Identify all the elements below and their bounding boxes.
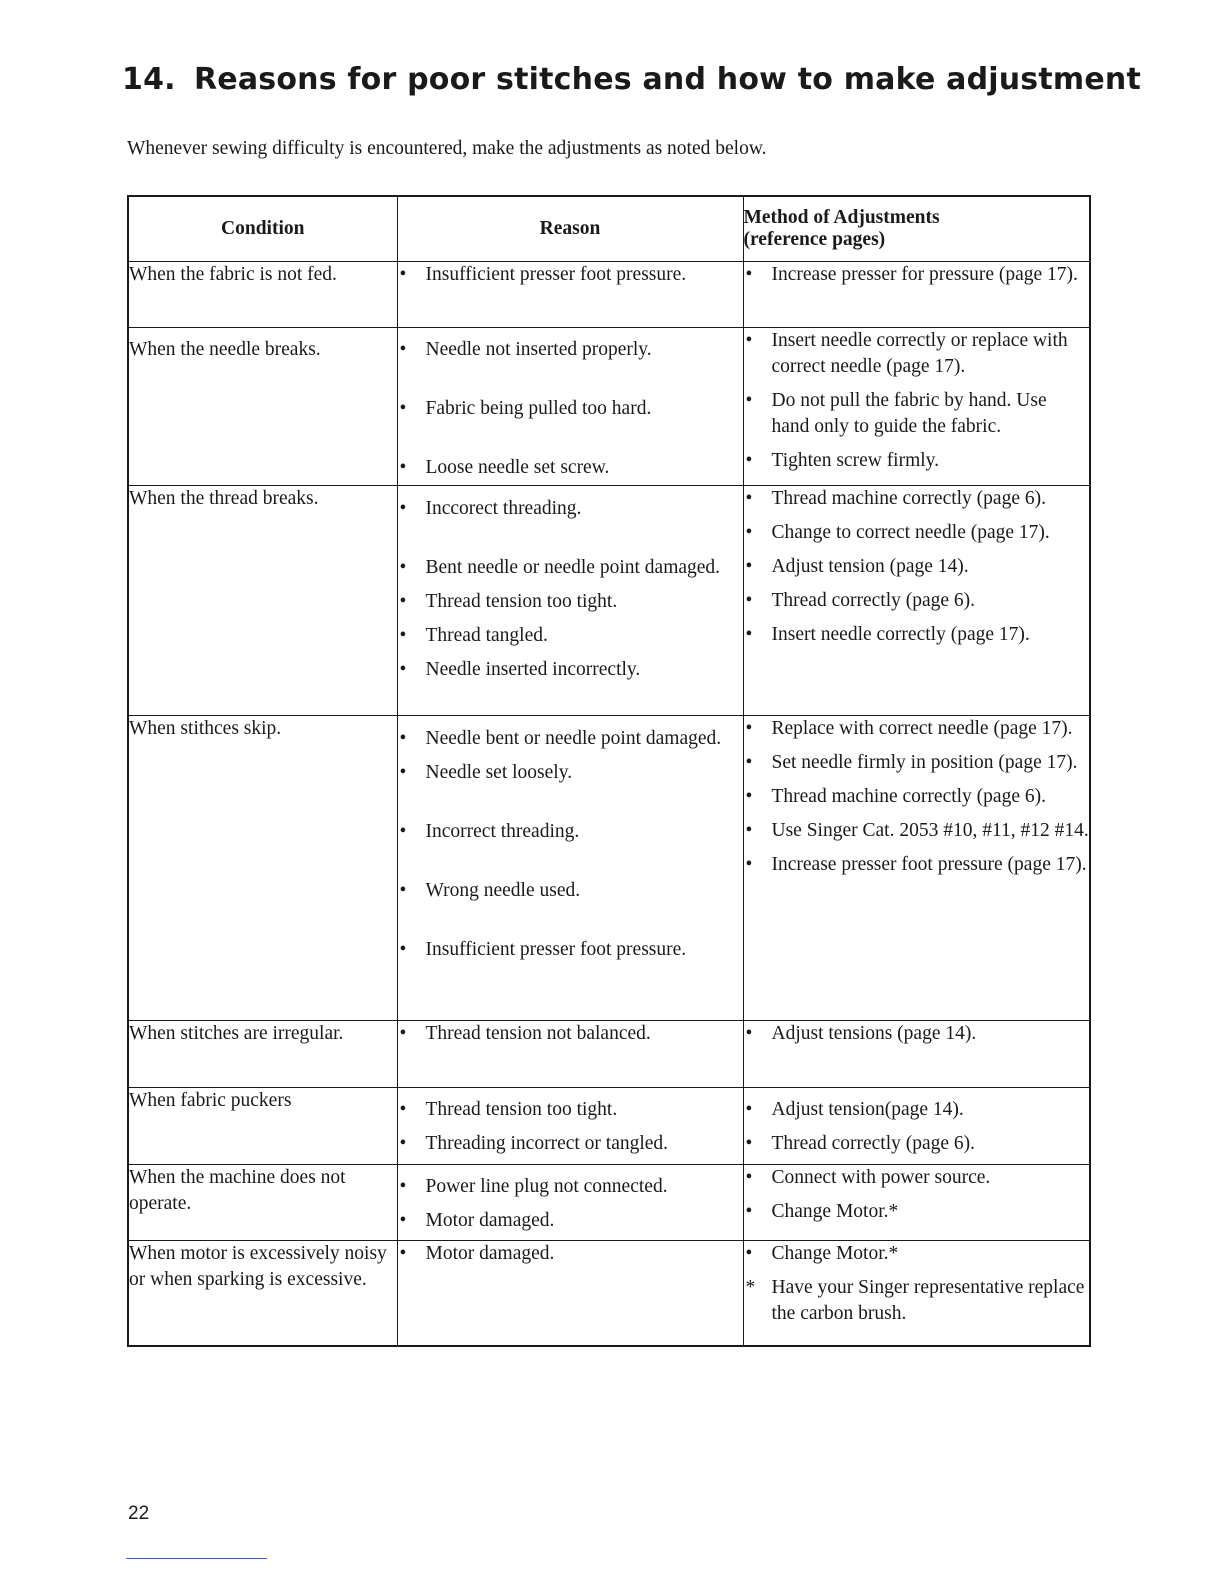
- reason-item: • Insufficient presser foot pressure.: [398, 937, 743, 963]
- method-item: • Change to correct needle (page 17).: [744, 520, 1090, 546]
- method-item: • Increase presser for pressure (page 17).: [744, 262, 1090, 288]
- method-item: • Adjust tension(page 14).: [744, 1097, 1090, 1123]
- method-cell: [743, 328, 1090, 486]
- bullet-icon: •: [745, 786, 753, 807]
- bullet-icon: •: [399, 728, 407, 749]
- method-item: • Insert needle correctly (page 17).: [744, 622, 1090, 648]
- table-row: [128, 1088, 1090, 1165]
- bullet-icon: •: [745, 556, 753, 577]
- bullet-icon: •: [745, 390, 753, 411]
- bullet-icon: •: [745, 820, 753, 841]
- intro-text: Whenever sewing difficulty is encountered, make the adjustments as noted below.: [127, 138, 767, 159]
- reason-item: • Needle not inserted properly.: [398, 337, 743, 363]
- reason-item: • Threading incorrect or tangled.: [398, 1131, 743, 1157]
- method-cell: [743, 1241, 1090, 1346]
- condition-cell: When the thread breaks.: [128, 486, 397, 716]
- bullet-icon: •: [745, 1167, 753, 1188]
- method-cell: [743, 1021, 1090, 1088]
- bullet-icon: •: [399, 762, 407, 783]
- table-row: [128, 1021, 1090, 1088]
- reason-cell: [397, 328, 743, 486]
- bullet-icon: •: [399, 625, 407, 646]
- table-row: [128, 486, 1090, 716]
- header-method-line2: (reference pages): [743, 229, 886, 250]
- reason-cell: [397, 1165, 743, 1241]
- reason-item: • Thread tension too tight.: [398, 1097, 743, 1123]
- bullet-icon: •: [399, 591, 407, 612]
- table-row: [128, 328, 1090, 486]
- condition-cell: When the machine does not operate.: [128, 1165, 397, 1241]
- reason-item: • Wrong needle used.: [398, 878, 743, 904]
- bullet-icon: •: [745, 718, 753, 739]
- bullet-icon: •: [399, 1176, 407, 1197]
- bullet-icon: •: [399, 398, 407, 419]
- bullet-icon: •: [745, 1243, 753, 1264]
- method-item: * Have your Singer representative replace the carbon brush.: [745, 1277, 1085, 1324]
- method-item: • Adjust tensions (page 14).: [744, 1021, 1090, 1047]
- bullet-icon: •: [745, 1133, 753, 1154]
- reason-item: • Insufficient presser foot pressure.: [398, 262, 743, 288]
- header-reason: Reason: [397, 196, 743, 262]
- method-item: • Insert needle correctly or replace with correct needle (page 17).: [745, 330, 1068, 377]
- method-item: • Connect with power source.: [744, 1165, 1090, 1191]
- reason-item: • Incorrect threading.: [398, 819, 743, 845]
- table-header-row: [128, 196, 1090, 262]
- reason-cell: [397, 1241, 743, 1346]
- bullet-icon: •: [399, 1133, 407, 1154]
- bullet-icon: •: [399, 1210, 407, 1231]
- method-item: • Thread correctly (page 6).: [744, 588, 1090, 614]
- method-cell: [743, 262, 1090, 328]
- bullet-icon: •: [399, 1243, 407, 1264]
- header-method-line1: Method of Adjustments: [743, 207, 940, 228]
- bullet-icon: •: [745, 1023, 753, 1044]
- method-item: • Thread correctly (page 6).: [744, 1131, 1090, 1157]
- bullet-icon: •: [745, 330, 753, 351]
- reason-item: • Needle set loosely.: [398, 760, 743, 786]
- method-cell: [743, 716, 1090, 1021]
- bullet-icon: •: [399, 557, 407, 578]
- bullet-icon: •: [399, 264, 407, 285]
- reason-item: • Motor damaged.: [398, 1208, 743, 1234]
- section-heading: [122, 62, 1142, 97]
- bullet-icon: •: [399, 821, 407, 842]
- method-item: • Replace with correct needle (page 17).: [744, 716, 1090, 742]
- page-number: 22: [128, 1503, 150, 1524]
- method-cell: [743, 1165, 1090, 1241]
- reason-item: • Needle bent or needle point damaged.: [398, 726, 743, 752]
- method-item: • Thread machine correctly (page 6).: [744, 784, 1090, 810]
- reason-cell: [397, 262, 743, 328]
- header-condition: Condition: [128, 196, 397, 262]
- bullet-icon: •: [745, 854, 753, 875]
- header-method: [743, 196, 1090, 262]
- method-cell: [743, 1088, 1090, 1165]
- method-cell: [743, 486, 1090, 716]
- condition-cell: When the fabric is not fed.: [128, 262, 397, 328]
- reason-cell: [397, 1088, 743, 1165]
- condition-cell: When fabric puckers: [128, 1088, 397, 1165]
- section-number: 14.: [122, 62, 176, 97]
- table-row: [128, 1241, 1090, 1346]
- table-row: [128, 262, 1090, 328]
- method-item: • Do not pull the fabric by hand. Use hand only to guide the fabric.: [745, 390, 1047, 437]
- method-item: • Change Motor.*: [744, 1241, 1090, 1267]
- reason-item: • Motor damaged.: [398, 1241, 743, 1267]
- bullet-icon: •: [745, 522, 753, 543]
- bullet-icon: •: [745, 590, 753, 611]
- bullet-icon: •: [399, 457, 407, 478]
- reason-item: • Loose needle set screw.: [398, 455, 743, 481]
- reason-item: • Inccorect threading.: [398, 496, 743, 522]
- footer-rule: [126, 1558, 267, 1559]
- method-item: • Use Singer Cat. 2053 #10, #11, #12 #14.: [744, 818, 1090, 844]
- condition-cell: When the needle breaks.: [128, 328, 397, 486]
- reason-item: • Thread tangled.: [398, 623, 743, 649]
- bullet-icon: •: [745, 752, 753, 773]
- reason-cell: [397, 1021, 743, 1088]
- troubleshooting-table: [127, 195, 1091, 1347]
- bullet-icon: •: [399, 1099, 407, 1120]
- bullet-icon: •: [399, 498, 407, 519]
- bullet-icon: •: [745, 1201, 753, 1222]
- method-item: • Adjust tension (page 14).: [744, 554, 1090, 580]
- reason-item: • Fabric being pulled too hard.: [398, 396, 743, 422]
- condition-cell: When stitches are irregular.: [128, 1021, 397, 1088]
- method-item: • Tighten screw firmly.: [744, 448, 1090, 474]
- bullet-icon: •: [399, 1023, 407, 1044]
- method-item: • Increase presser foot pressure (page 17).: [744, 852, 1090, 878]
- table-row: [128, 716, 1090, 1021]
- reason-item: • Thread tension not balanced.: [398, 1021, 743, 1047]
- reason-item: • Thread tension too tight.: [398, 589, 743, 615]
- bullet-icon: •: [745, 264, 753, 285]
- reason-item: • Needle inserted incorrectly.: [398, 657, 743, 683]
- condition-cell: When motor is excessively noisy or when sparking is excessive.: [128, 1241, 397, 1346]
- bullet-icon: •: [745, 624, 753, 645]
- section-title: Reasons for poor stitches and how to make adjustment: [194, 62, 1142, 97]
- reason-item: • Power line plug not connected.: [398, 1174, 743, 1200]
- bullet-icon: •: [745, 1099, 753, 1120]
- bullet-icon: •: [399, 939, 407, 960]
- method-item: • Thread machine correctly (page 6).: [744, 486, 1090, 512]
- bullet-icon: •: [745, 450, 753, 471]
- reason-item: • Bent needle or needle point damaged.: [398, 555, 743, 581]
- table-row: [128, 1165, 1090, 1241]
- condition-cell: When stithces skip.: [128, 716, 397, 1021]
- bullet-icon: •: [745, 488, 753, 509]
- method-item: • Set needle firmly in position (page 17).: [744, 750, 1090, 776]
- bullet-icon: •: [399, 339, 407, 360]
- asterisk-icon: *: [745, 1277, 756, 1298]
- reason-cell: [397, 716, 743, 1021]
- bullet-icon: •: [399, 659, 407, 680]
- method-item: • Change Motor.*: [744, 1199, 1090, 1225]
- bullet-icon: •: [399, 880, 407, 901]
- reason-cell: [397, 486, 743, 716]
